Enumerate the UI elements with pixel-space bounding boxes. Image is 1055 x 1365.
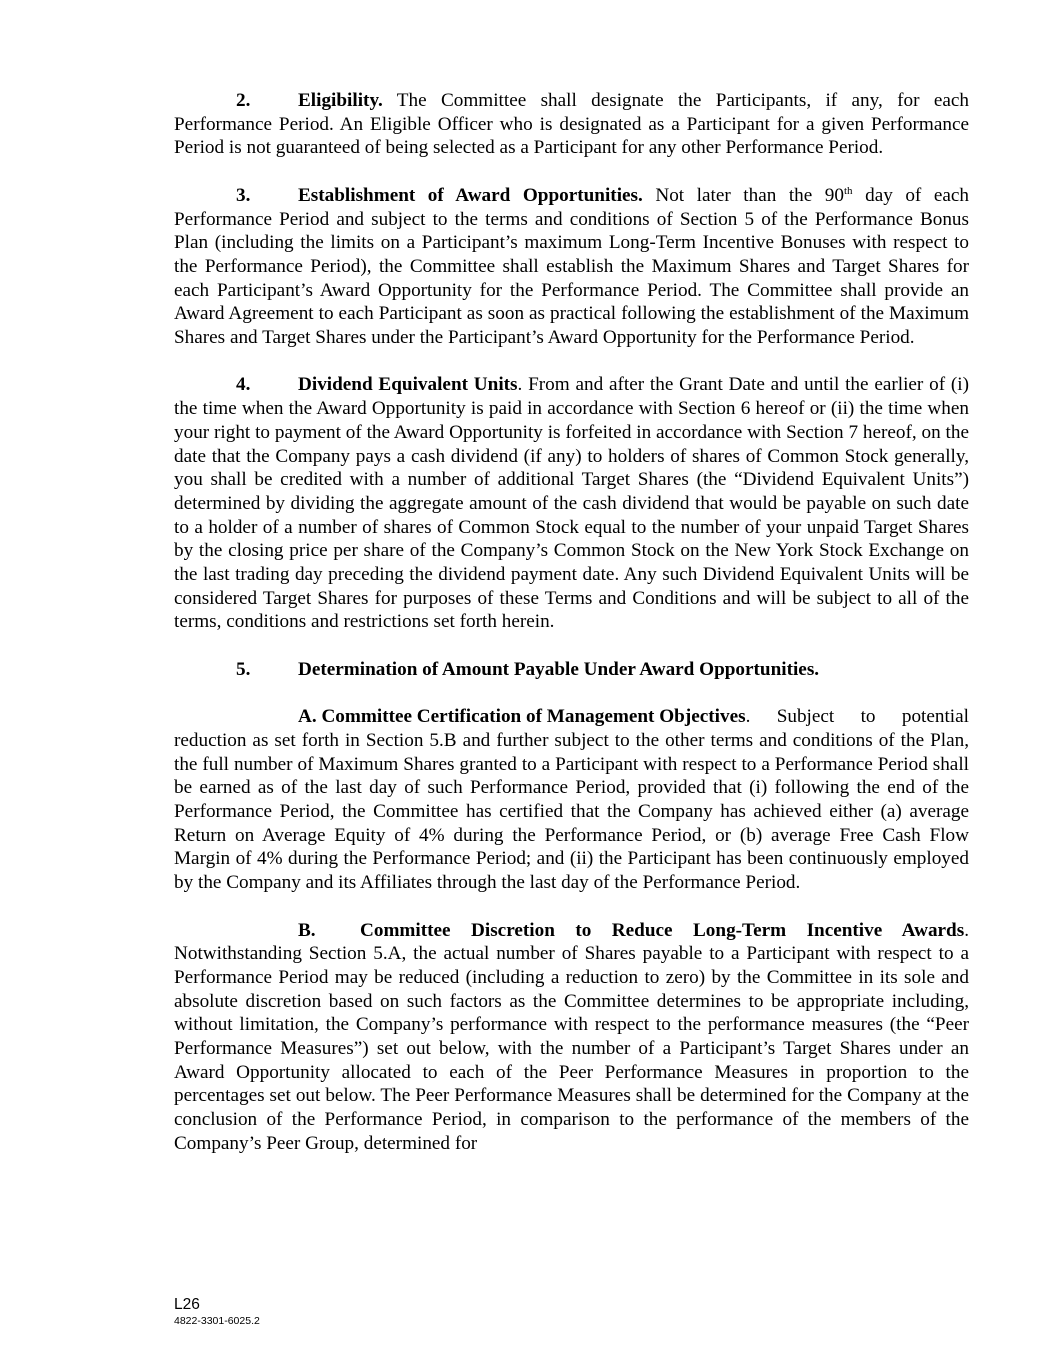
section-number: 4. xyxy=(236,374,251,396)
section-text: . From and after the Grant Date and until the earlier of (i) the time when the Award Opportunity is paid in accordance with Section 6 hereof or (ii) the time when your right to payment of the Award Opportunity is forfeited in accordance with Section 7 hereof, on the date that the Company pays a cash dividend (if any) to holders of shares of Common Stock generally, you shall be credited with a number of additional Target Shares (the “Dividend Equivalent Units”) determined by dividing the aggregate amount of the cash dividend that would be payable on such date to a holder of a number of shares of Common Stock equal to the number of your unpaid Target Shares by the closing price per share of the Company’s Common Stock on the New York Stock Exchange on the last trading day preceding the dividend payment date. Any such Dividend Equivalent Units will be considered Target Shares for purposes of these Terms and Conditions and will be subject to all of the terms, conditions and restrictions set forth herein. xyxy=(174,374,969,633)
document-body xyxy=(174,89,969,1179)
section-number: 5. xyxy=(236,658,251,680)
section-text: The Committee shall designate the Participants, if any, for each Performance Period. An Eligible Officer who is designated as a Participant for a given Performance Period is not guaranteed of being selected as a Participant for any other Performance Period. xyxy=(174,90,969,159)
subsection-lead xyxy=(298,705,746,729)
section-heading: Dividend Equivalent Units xyxy=(298,374,518,396)
section-number: 2. xyxy=(236,90,251,111)
section-5a-certification xyxy=(174,705,969,895)
section-4-dividend-units xyxy=(174,373,969,634)
footer-code: L26 xyxy=(174,1296,200,1313)
subsection-heading: Committee Discretion to Reduce Long-Term Incentive Awards xyxy=(360,919,965,941)
section-heading: Determination of Amount Payable Under Award Opportunities. xyxy=(298,658,820,680)
section-2-eligibility xyxy=(174,89,969,160)
section-heading: Eligibility. xyxy=(298,90,383,111)
subsection-heading: A. Committee Certification of Management Objectives xyxy=(298,706,746,728)
section-3-award-opportunities xyxy=(174,184,969,350)
section-5-heading xyxy=(174,658,969,682)
subsection-text: . Subject to potential reduction as set forth in Section 5.B and further subject to the other terms and conditions of the Plan, the full number of Maximum Shares granted to a Participant with respect to a Performance Period shall be earned as of the last day of such Performance Period, provided that (i) following the end of the Performance Period, the Committee has certified that the Company has achieved either (a) average Return on Average Equity of 4% during the Performance Period, or (b) average Free Cash Flow Margin of 4% during the Performance Period; and (ii) the Participant has been continuously employed by the Company and its Affiliates through the last day of the Performance Period. xyxy=(174,706,969,894)
section-text-cont: day of each Performance Period and subject to the terms and conditions of Section 5 of the Performance Bonus Plan (including the limits on a Participant’s maximum Long-Term Incentive Bonuses with respect to the Performance Period), the Committee shall establish the Maximum Shares and Target Shares for each Participant’s Award Opportunity for the Performance Period. The Committee shall provide an Award Agreement to each Participant as soon as practical following the establishment of the Maximum Shares and Target Shares under the Participant’s Award Opportunity for the Performance Period. xyxy=(174,184,969,349)
subsection-letter: B. xyxy=(298,919,316,941)
section-5b-discretion xyxy=(174,919,969,1156)
document-id: 4822-3301-6025.2 xyxy=(174,1315,260,1327)
section-heading: Establishment of Award Opportunities. xyxy=(298,184,643,206)
ordinal-suffix: th xyxy=(844,184,853,197)
page-footer xyxy=(174,1296,260,1328)
subsection-text: . Notwithstanding Section 5.A, the actual number of Shares payable to a Participant with respect to a Performance Period may be reduced (including a reduction to zero) by the Committee in its sole and absolute discretion based on such factors as the Committee determines to be appropriate including, without limitation, the Company’s performance with respect to the performance measures (the “Peer Performance Measures”) set out below, with the number of a Participant’s Target Shares under an Award Opportunity allocated to each of the Peer Performance Measures in proportion to the percentages set out below. The Peer Performance Measures shall be determined for the Company at the conclusion of the Performance Period, in comparison to the performance of the members of the Company’s Peer Group, determined for xyxy=(174,919,969,1154)
section-text: Not later than the 90 xyxy=(642,184,844,206)
section-number: 3. xyxy=(236,184,251,206)
